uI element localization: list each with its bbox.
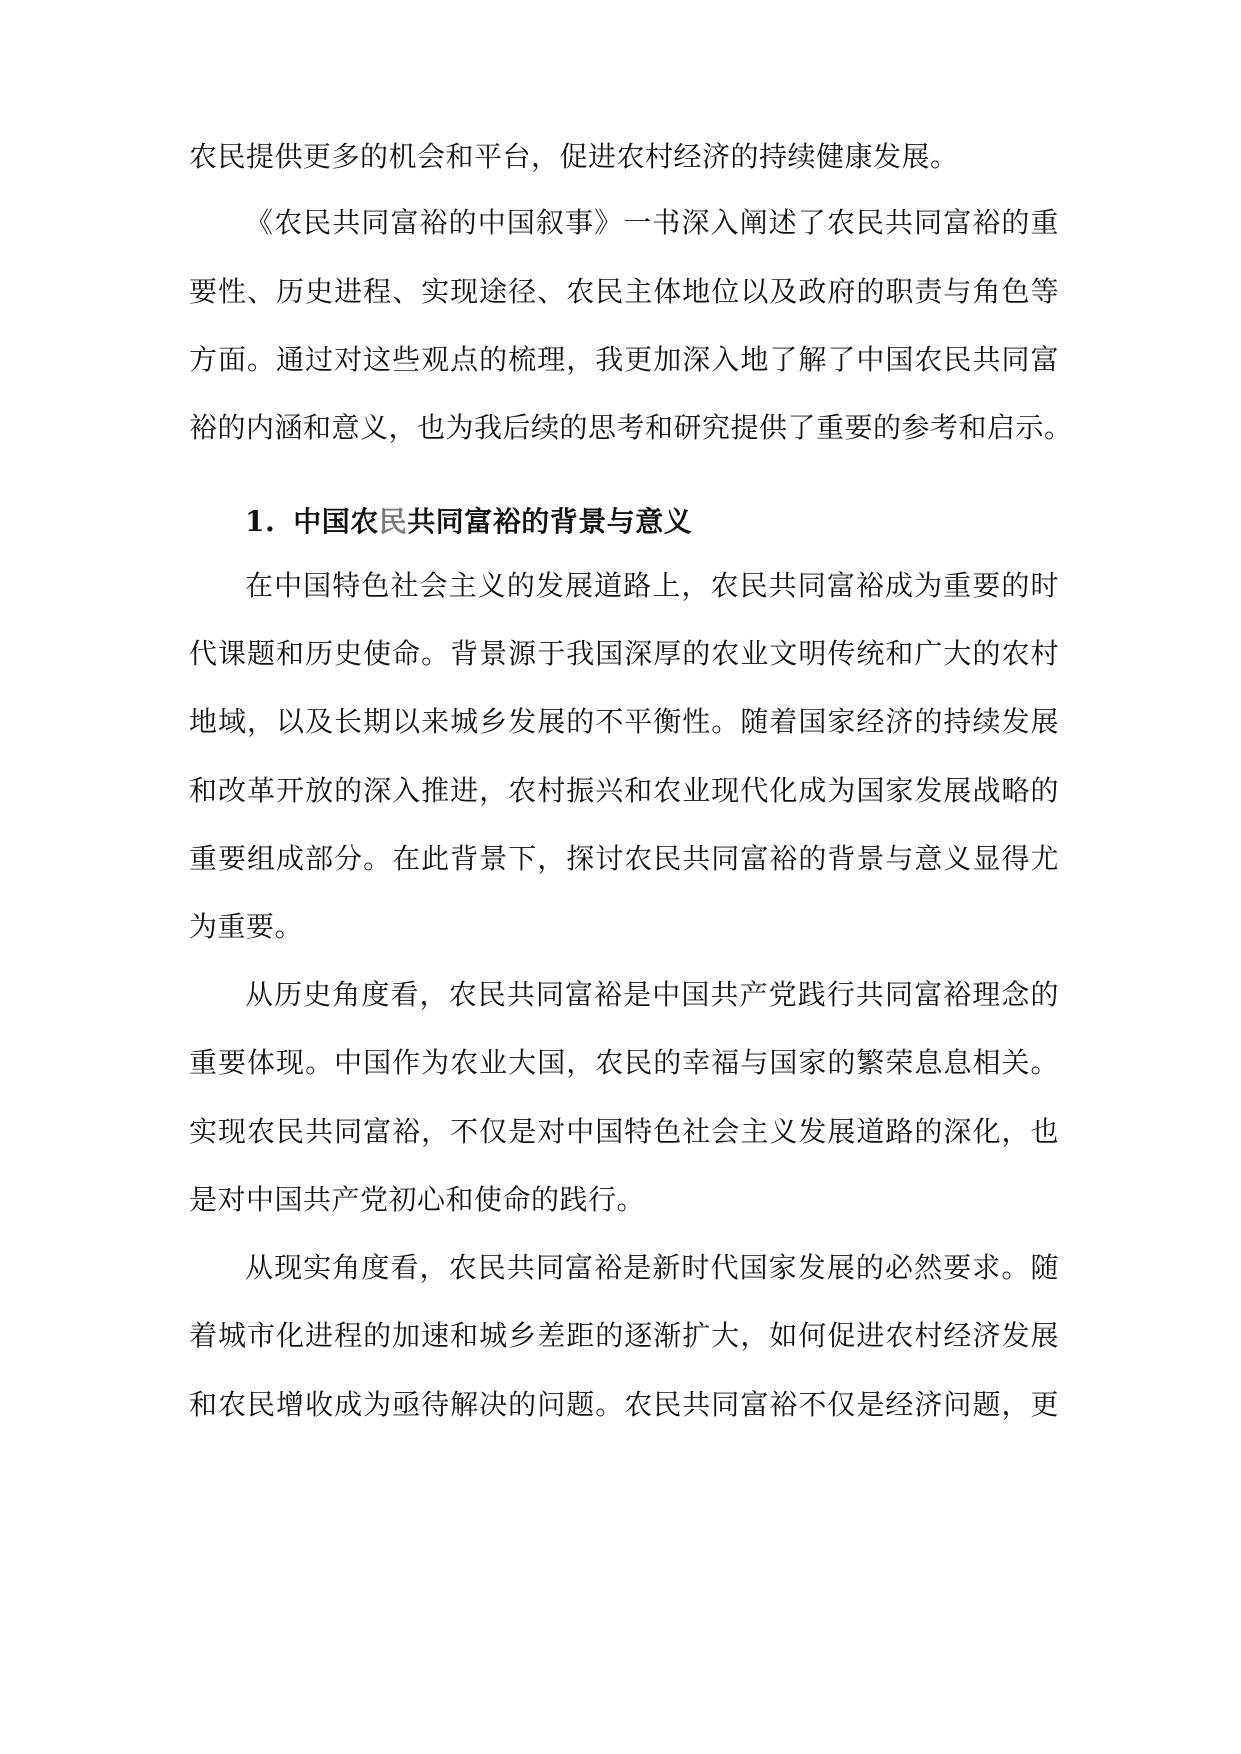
paragraph-line: 从历史角度看，农民共同富裕是中国共产党践行共同富裕理念的	[245, 978, 1059, 1011]
paragraph-line: 和改革开放的深入推进，农村振兴和农业现代化成为国家发展战略的	[189, 774, 1059, 807]
paragraph-line: 代课题和历史使命。背景源于我国深厚的农业文明传统和广大的农村	[189, 637, 1059, 670]
section-title-part: 共同富裕的背景与意义	[407, 505, 693, 538]
paragraph-line: 要性、历史进程、实现途径、农民主体地位以及政府的职责与角色等	[189, 275, 1059, 308]
section-title-part-highlight: 民	[378, 505, 408, 538]
paragraph-line: 着城市化进程的加速和城乡差距的逐渐扩大，如何促进农村经济发展	[189, 1319, 1059, 1352]
paragraph-line: 在中国特色社会主义的发展道路上，农民共同富裕成为重要的时	[245, 569, 1059, 602]
paragraph-line: 《农民共同富裕的中国叙事》一书深入阐述了农民共同富裕的重	[245, 206, 1059, 239]
section-number: 1.	[245, 505, 276, 538]
paragraph-line: 重要体现。中国作为农业大国，农民的幸福与国家的繁荣息息相关。	[189, 1046, 1059, 1079]
paragraph-line: 裕的内涵和意义，也为我后续的思考和研究提供了重要的参考和启示。	[189, 411, 1073, 444]
paragraph-line: 为重要。	[189, 910, 304, 943]
paragraph-line: 实现农民共同富裕，不仅是对中国特色社会主义发展道路的深化，也	[189, 1115, 1059, 1148]
paragraph-line: 是对中国共产党初心和使命的践行。	[189, 1183, 646, 1216]
section-title-part: 中国农	[293, 505, 379, 538]
paragraph-line: 重要组成部分。在此背景下，探讨农民共同富裕的背景与意义显得尤	[189, 842, 1059, 875]
paragraph-line: 从现实角度看，农民共同富裕是新时代国家发展的必然要求。随	[245, 1251, 1059, 1284]
paragraph-line: 和农民增收成为亟待解决的问题。农民共同富裕不仅是经济问题，更	[189, 1388, 1059, 1421]
paragraph-line: 农民提供更多的机会和平台，促进农村经济的持续健康发展。	[189, 140, 959, 173]
paragraph-line: 地域，以及长期以来城乡发展的不平衡性。随着国家经济的持续发展	[189, 705, 1059, 738]
section-heading	[245, 502, 692, 542]
paragraph-line: 方面。通过对这些观点的梳理，我更加深入地了解了中国农民共同富	[189, 343, 1059, 376]
